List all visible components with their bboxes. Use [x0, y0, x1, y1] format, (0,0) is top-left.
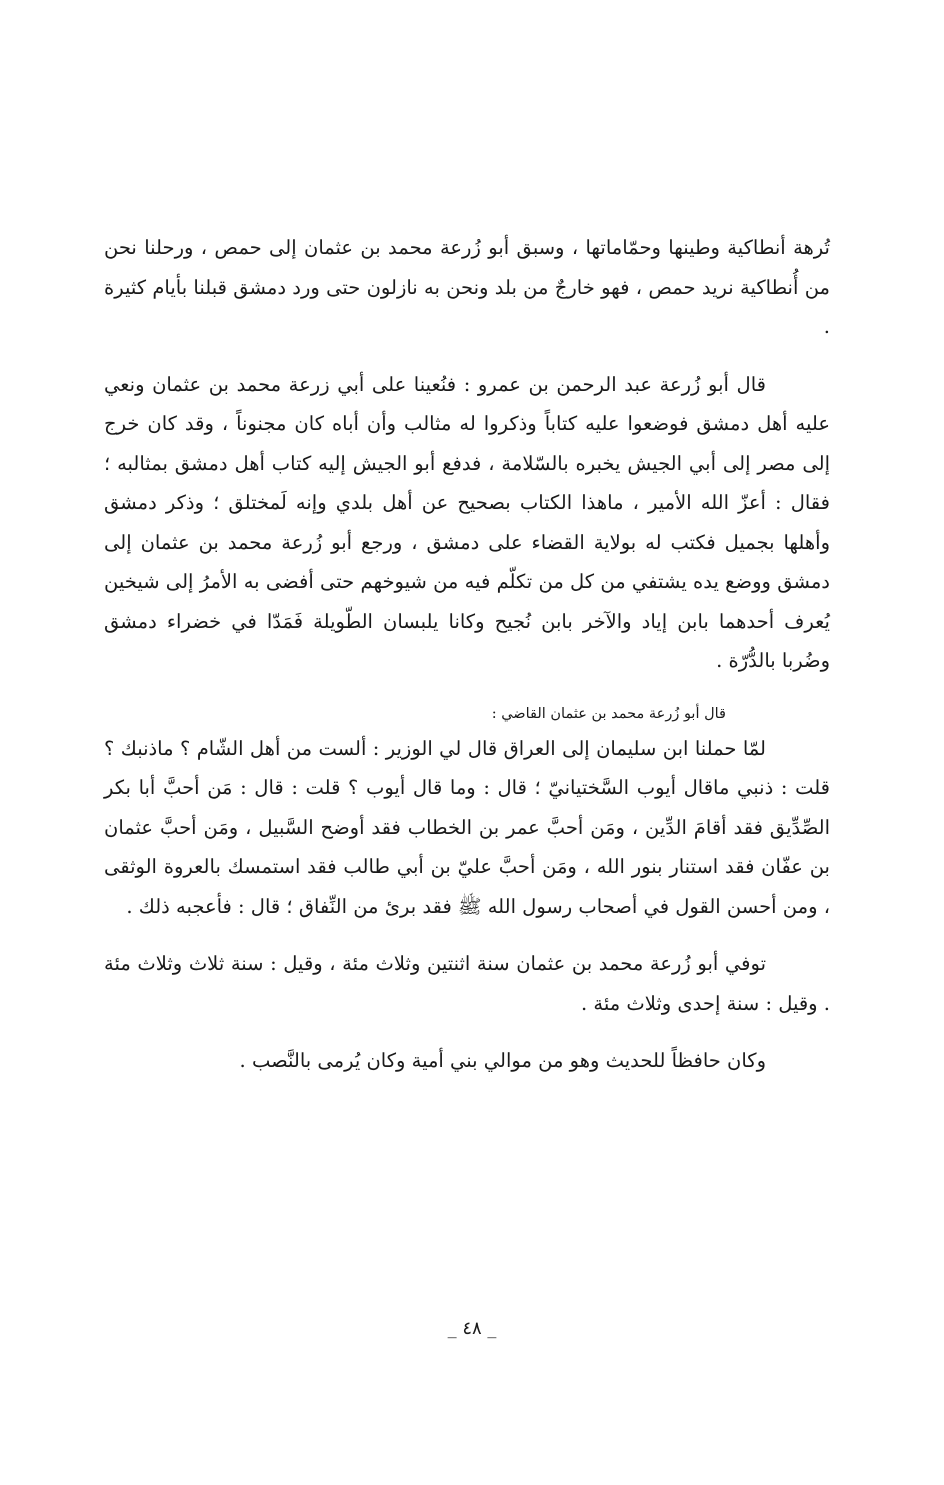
- page-text-block: [104, 228, 830, 1081]
- paragraph-abu-zura-story: قال أبو زُرعة عبد الرحمن بن عمرو : فنُعينا على أبي زرعة محمد بن عثمان ونعي عليه أهل دمشق فوضعوا عليه كتاباً وذكروا له مثالب وأن أباه كان مجنوناً ، وقد كان خرج إلى مصر إلى أبي الجيش يخبره بالسّلامة ، فدفع أبو الجيش إليه كتاب أهل دمشق بمثالبه ؛ فقال : أعزّ الله الأمير ، ماهذا الكتاب بصحيح عن أهل بلدي وإنه لَمختلق ؛ وذكر دمشق وأهلها بجميل فكتب له بولاية القضاء على دمشق ، ورجع أبو زُرعة محمد بن عثمان إلى دمشق ووضع يده يشتفي من كل من تكلّم فيه من شيوخهم حتى أفضى به الأمرُ إلى شيخين يُعرف أحدهما بابن إياد والآخر بابن نُجيح وكانا يلبسان الطّويلة فَمَدّا في خضراء دمشق وضُربا بالدُّرّة .: [104, 372, 830, 672]
- closing-paragraph: وكان حافظاً للحديث وهو من موالي بني أمية وكان يُرمى بالنَّصب .: [239, 1049, 766, 1072]
- page-number: _ ٤٨ _: [447, 1318, 497, 1339]
- death-paragraph: توفي أبو زُرعة محمد بن عثمان سنة اثنتين وثلاث مئة ، وقيل : سنة ثلاث وثلاث مئة . وقيل : سنة إحدى وثلاث مئة .: [104, 952, 830, 1015]
- paragraph-continuation: تُرهة أنطاكية وطينها وحمّاماتها ، وسبق أبو زُرعة محمد بن عثمان إلى حمص ، ورحلنا نحن من أُنطاكية نريد حمص ، فهو خارجٌ من بلد ونحن به نازلون حتى ورد دمشق قبلنا بأيام كثيرة .: [104, 236, 830, 338]
- quote-paragraph: لمّا حملنا ابن سليمان إلى العراق قال لي الوزير : ألست من أهل الشّام ؟ ماذنبك ؟ قلت : ذنبي ماقال أيوب السَّختيانيّ ؛ قال : وما قال أيوب ؟ قلت : قال : مَن أحبَّ أبا بكر الصِّدِّيق فقد أقامَ الدِّين ، ومَن أحبَّ عمر بن الخطاب فقد أوضح السَّبيل ، ومَن أحبَّ عثمان بن عفّان فقد استنار بنور الله ، ومَن أحبَّ عليّ بن أبي طالب فقد استمسك بالعروة الوثقى ، ومن أحسن القول في أصحاب رسول الله ﷺ فقد برئ من النِّفاق ؛ قال : فأعجبه ذلك .: [104, 736, 830, 918]
- quote-heading: قال أبو زُرعة محمد بن عثمان القاضي :: [491, 705, 726, 722]
